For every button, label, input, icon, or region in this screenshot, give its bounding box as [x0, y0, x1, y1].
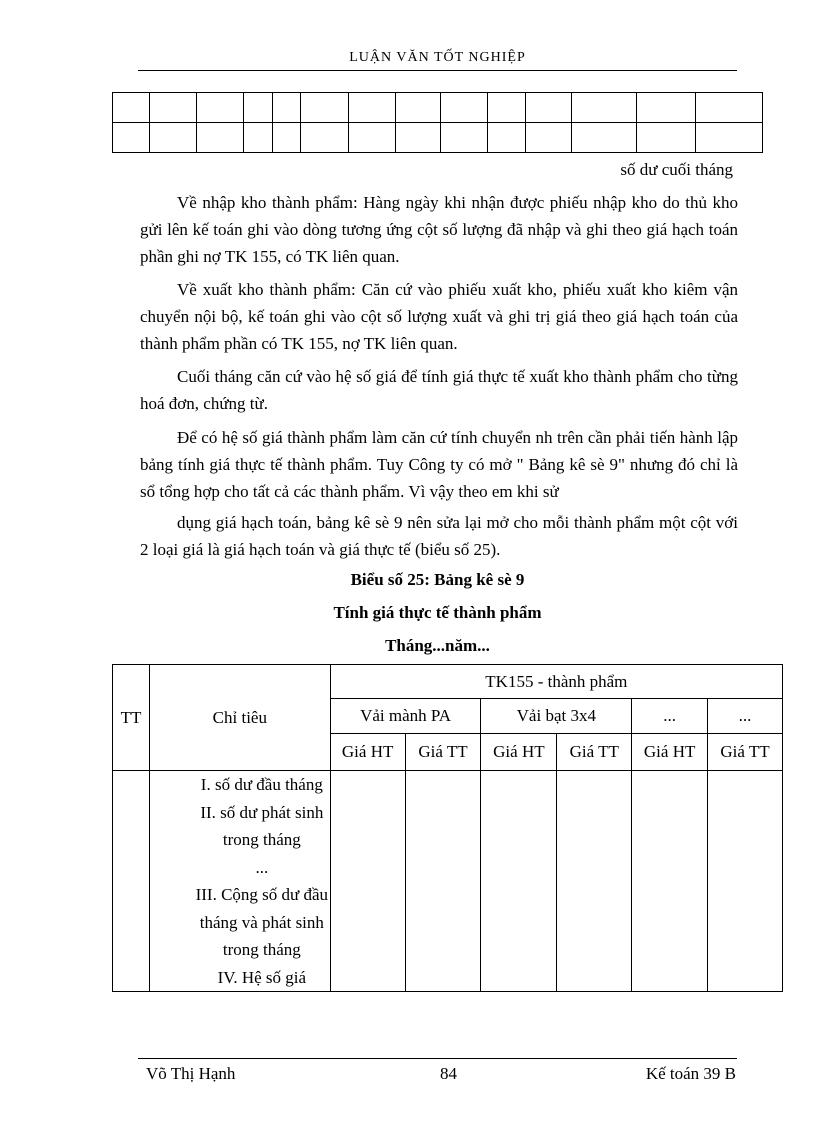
- page-number: 84: [440, 1064, 457, 1083]
- paragraph-export: Về xuất kho thành phẩm: Căn cứ vào phiếu xuất kho, phiếu xuất kho kiêm vận chuyển nội bộ, kế toán ghi vào cột số lượng xuất và ghi trị giá theo giá hạch toán của thành phẩm phần có TK 155, nợ TK liên quan.: [140, 280, 738, 353]
- header-tk155: TK155 - thành phẩm: [330, 665, 782, 699]
- header-gia-tt: Giá TT: [708, 734, 783, 771]
- table-cell: [557, 771, 632, 992]
- table-row: [113, 93, 763, 123]
- table-cell: [405, 771, 481, 992]
- running-header: LUẬN VĂN TỐT NGHIỆP: [349, 50, 526, 65]
- header-gia-ht: Giá HT: [330, 734, 405, 771]
- header-tt: TT: [113, 665, 150, 771]
- paragraph-import: Về nhập kho thành phẩm: Hàng ngày khi nhận được phiếu nhập kho do thủ kho gửi lên kế toán ghi vào dòng tương ứng cột số lượng đã nhập và ghi theo giá hạch toán phần ghi nợ TK 155, có TK liên quan.: [140, 193, 738, 266]
- header-gia-ht: Giá HT: [481, 734, 557, 771]
- list-item: tháng và phát sinh: [199, 912, 324, 932]
- list-item: ...: [255, 857, 269, 877]
- list-item: I. số dư đầu tháng: [200, 775, 323, 794]
- table-subtitle: Tính giá thực tế thành phẩm: [333, 603, 542, 622]
- footer-rule: [138, 1058, 737, 1059]
- table-cell: [330, 771, 405, 992]
- header-chi-tieu: Chỉ tiêu: [149, 665, 330, 771]
- table-header-row: [113, 665, 783, 699]
- table-cell: [481, 771, 557, 992]
- table-cell: [113, 771, 150, 992]
- paragraph-recommendation: dụng giá hạch toán, bảng kê sè 9 nên sửa lại mở cho mỗi thành phẩm một cột với 2 loại giá là giá hạch toán và giá thực tế (biểu số 25).: [140, 513, 738, 559]
- price-table: [112, 664, 783, 992]
- list-item: II. số dư phát sinh: [200, 802, 324, 822]
- list-item: IV. Hệ số giá: [217, 967, 307, 987]
- header-product-1: Vải mành PA: [330, 699, 481, 734]
- header-product-4: ...: [708, 699, 783, 734]
- paragraph-month-end: Cuối tháng căn cứ vào hệ số giá để tính giá thực tế xuất kho thành phẩm cho từng hoá đơn, chứng từ.: [140, 367, 738, 413]
- header-rule: [138, 70, 737, 71]
- footer-author: Võ Thị Hạnh: [146, 1064, 236, 1083]
- table-cell: [708, 771, 783, 992]
- header-product-2: Vải bạt 3x4: [481, 699, 632, 734]
- list-item: III. Cộng số dư đầu: [195, 885, 329, 904]
- list-item: trong tháng: [222, 940, 301, 959]
- list-item: trong tháng: [222, 830, 301, 849]
- header-gia-tt: Giá TT: [405, 734, 481, 771]
- continued-table: [112, 92, 763, 153]
- table-period: Tháng...năm...: [385, 636, 490, 655]
- closing-note: số dư cuối tháng: [620, 160, 733, 179]
- table-row: [113, 123, 763, 153]
- paragraph-price-coefficient: Để có hệ số giá thành phẩm làm căn cứ tính chuyển nh trên cần phải tiến hành lập bảng tính giá thực tế thành phẩm. Tuy Công ty có mở " Bảng kê sè 9" nhưng đó chỉ là sổ tổng hợp cho tất cả các thành phẩm. Vì vậy theo em khi sử: [140, 428, 738, 501]
- table-cell: [632, 771, 708, 992]
- header-gia-ht: Giá HT: [632, 734, 708, 771]
- table-row: [113, 771, 783, 992]
- footer-class: Kế toán 39 B: [645, 1064, 736, 1083]
- table-caption: Biểu số 25: Bảng kê sè 9: [350, 570, 525, 589]
- chi-tieu-list: [149, 771, 330, 992]
- header-gia-tt: Giá TT: [557, 734, 632, 771]
- header-product-3: ...: [632, 699, 708, 734]
